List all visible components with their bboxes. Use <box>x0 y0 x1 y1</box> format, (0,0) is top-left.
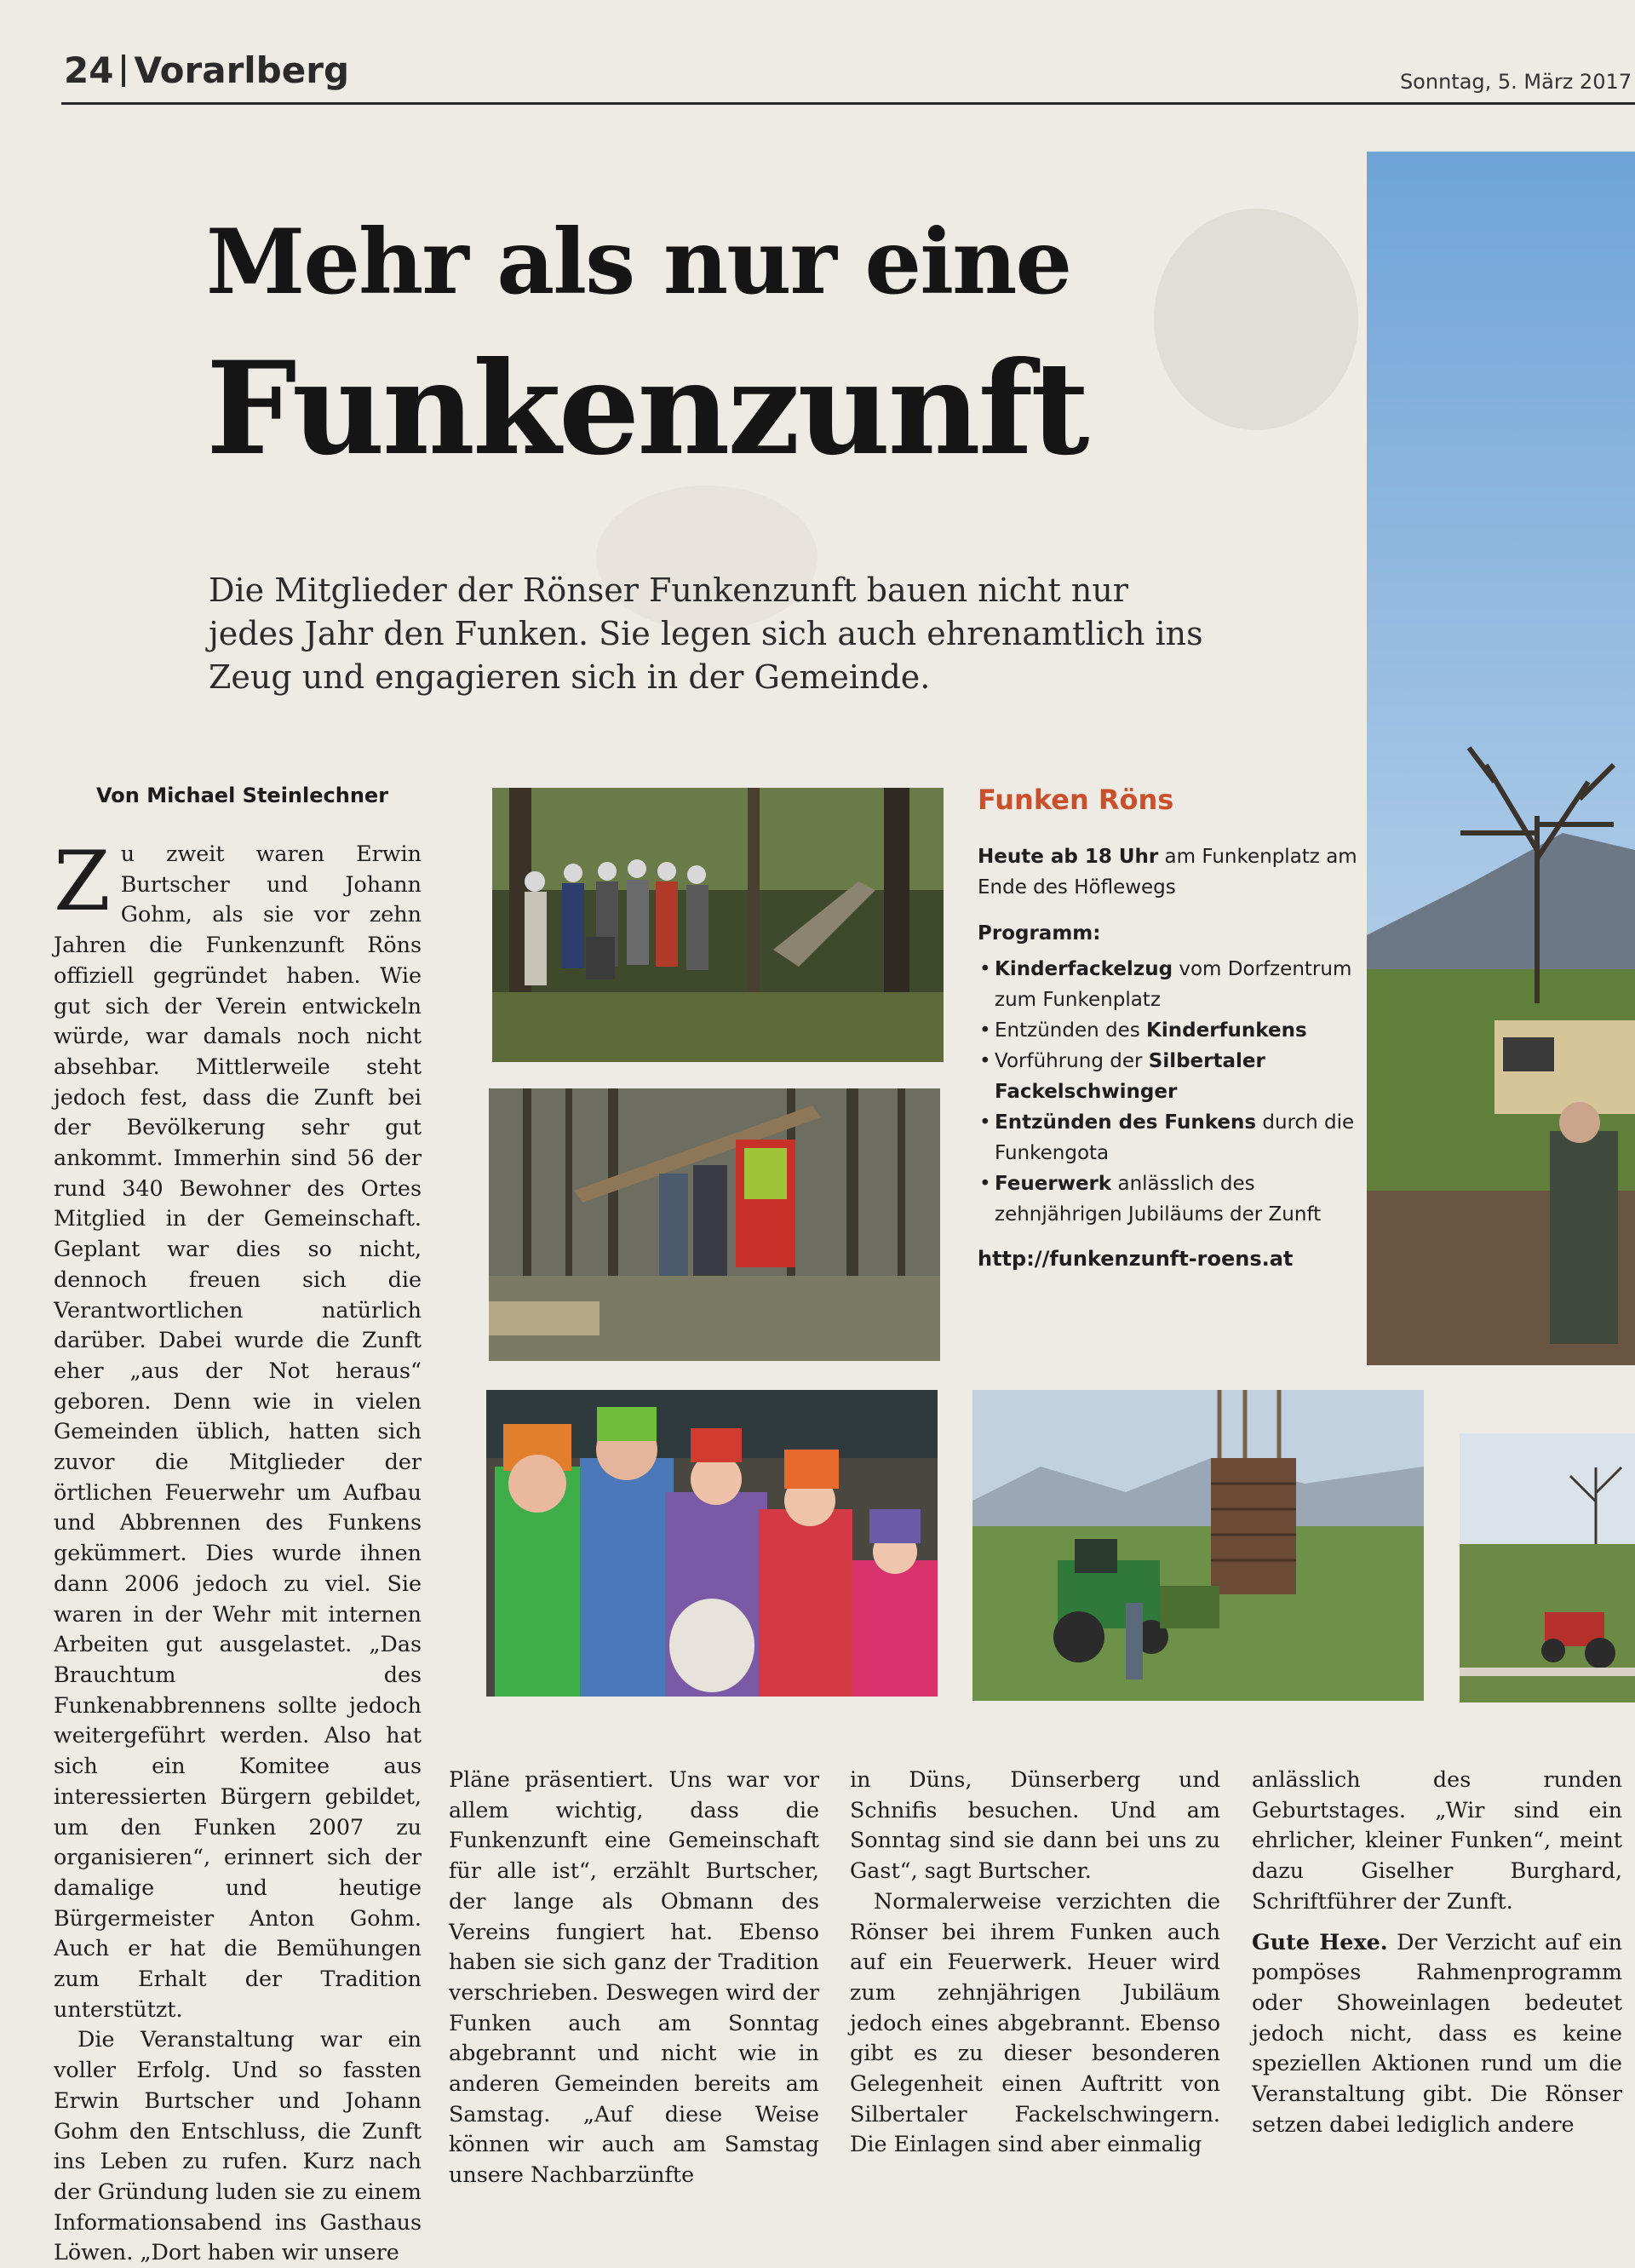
lead-paragraph: Die Mitglieder der Rönser Funkenzunft bauen nicht nur jedes Jahr den Funken. Sie legen sich auch ehrenamtlich ins Zeug und engagieren sich in der Gemeinde. <box>209 571 1203 696</box>
paragraph: in Düns, Dünserberg und Schnifis besuchen. Und am Sonntag sind sie dann bei uns zu Gast“, sagt Burtscher. <box>850 1766 1220 1884</box>
program-item-rest: anlässlich des zehnjährigen Jubiläums der Zunft <box>995 1173 1322 1226</box>
issue-date: Sonntag, 5. März 2017 <box>1399 70 1632 94</box>
page-number: 24 <box>64 49 114 91</box>
info-box <box>978 784 1361 1271</box>
header-rule <box>61 102 1635 105</box>
body-column-3 <box>850 1765 1220 2160</box>
program-item <box>978 1107 1361 1168</box>
program-item-rest: durch die Funkengota <box>995 1111 1355 1164</box>
paragraph: anlässlich des runden Geburtstages. „Wir sind ein ehrlicher, kleiner Funken“, meint dazu Giselher Burghard, Schriftführer der Zunft. <box>1252 1766 1622 1914</box>
bleed-through-left <box>56 230 414 809</box>
program-label <box>978 918 1361 949</box>
bleed-through-circle <box>1154 209 1358 430</box>
drop-cap: Z <box>54 834 111 929</box>
program-item <box>978 954 1361 1015</box>
paragraph-text: Der Verzicht auf ein pompöses Rahmenprogramm oder Showeinlagen bedeutet jedoch nicht, dass es keine speziellen Aktionen rund um die Veranstaltung gibt. Die Rönser setzen dabei lediglich andere <box>1252 1928 1622 2137</box>
photo-carrying-log <box>489 1088 940 1361</box>
paragraph: Die Veranstaltung war ein voller Erfolg. Und so fassten Erwin Burtscher und Johann Gohm den Entschluss, die Zunft ins Leben zu rufen. Kurz nach der Gründung luden sie zu einem Informationsabend ins Gasthaus Löwen. „Dort haben wir unsere <box>54 2026 422 2265</box>
headline-line-1: Mehr als nur eine <box>206 209 1071 314</box>
paragraph <box>54 834 422 2024</box>
program-item-bold: Silbertaler Fackelschwinger <box>995 1050 1265 1103</box>
info-box-title: Funken Röns <box>978 784 1174 816</box>
paragraph: Normalerweise verzichten die Rönser bei ihrem Funken auch auf ein Feuerwerk. Heuer wird zum zehnjährigen Jubiläum jedoch eines abgebrannt. Ebenso gibt es zu dieser besonderen Gelegenheit einen Auftritt von Silbertaler Fackelschwingern. Die Einlagen sind aber einmalig <box>850 1887 1220 2157</box>
program-item-rest: vom Dorfzentrum zum Funkenplatz <box>995 958 1352 1011</box>
program-item-pre: Entzünden des <box>995 1019 1147 1042</box>
subhead-kicker: Gute Hexe. <box>1252 1928 1388 1955</box>
program-item-pre: Vorführung der <box>995 1050 1149 1072</box>
photo-tractor-funken <box>972 1390 1424 1701</box>
program-item <box>978 1168 1361 1230</box>
header-separator <box>122 55 125 87</box>
paragraph <box>1252 1927 1622 2140</box>
photo-children-costumes <box>486 1390 938 1697</box>
program-item-bold: Kinderfunkens <box>1146 1019 1307 1042</box>
program-item-bold: Entzünden des Funkens <box>995 1111 1257 1134</box>
body-column-2 <box>449 1765 819 2190</box>
body-column-4 <box>1252 1765 1622 2139</box>
section-name: Vorarlberg <box>134 49 350 91</box>
event-time <box>978 841 1361 903</box>
byline: Von Michael Steinlechner <box>96 784 389 807</box>
program-label-text: Programm: <box>978 922 1101 945</box>
website-link[interactable]: http://funkenzunft-roens.at <box>978 1247 1294 1271</box>
program-list <box>978 954 1361 1230</box>
headline-line-2: Funkenzunft <box>206 334 1087 484</box>
paragraph: Pläne präsentiert. Uns war vor allem wichtig, dass die Funkenzunft eine Gemeinschaft für alle ist“, erzählt Burtscher, der lange als Obmann des Vereins fungiert hat. Ebenso haben sie sich ganz der Tradition verschrieben. Deswegen wird der Funken auch am Sonntag abgebrannt und nicht wie in anderen Gemeinden bereits am Samstag. „Auf diese Weise können wir auch am Samstag unsere Nachbarzünfte <box>449 1766 819 2188</box>
event-time-bold: Heute ab 18 Uhr <box>978 846 1159 868</box>
photo-group-forest <box>492 788 944 1062</box>
event-location: am Funkenplatz am Ende des Höflewegs <box>978 846 1357 899</box>
program-item <box>978 1015 1361 1046</box>
paragraph-text: u zweit waren Erwin Burtscher und Johann Gohm, als sie vor zehn Jahren die Funkenzunft Röns offiziell gegründet haben. Wie gut sich der Verein entwickeln würde, war damals noch nicht absehbar. Mittlerweile steht jedoch fest, dass die Zunft bei der Bevölkerung sehr gut ankommt. Immerhin sind 56 der rund 340 Bewohner des Ortes Mitglied in der Gemeinschaft. Geplant war dies so nicht, dennoch freuen sich die Verantwortlichen natürlich darüber. Dabei wurde die Zunft eher „aus der Not heraus“ geboren. Denn wie in vielen Gemeinden üblich, hatten sich zuvor die Mitglieder der örtlichen Feuerwehr um Aufbau und Abbrennen des Funkens gekümmert. Dies wurde ihnen dann 2006 jedoch zu viel. Sie waren in der Wehr mit internen Arbeiten gut ausgelastet. „Das Brauchtum des Funkenabbrennens sollte jedoch weitergeführt werden. Also hat sich ein Komitee aus interessierten Bürgern gebildet, um den Funken 2007 zu organisieren“, erinnert sich der damalige und heutige Bürgermeister Anton Gohm. Auch er hat die Bemühungen zum Erhalt der Tradition unterstützt. <box>54 841 422 2022</box>
page-header-left <box>64 49 349 91</box>
program-item-bold: Feuerwerk <box>995 1173 1112 1195</box>
program-item-bold: Kinderfackelzug <box>995 958 1173 980</box>
body-column-1 <box>54 834 422 2268</box>
photo-landscape-tree <box>1367 152 1635 1365</box>
program-item <box>978 1046 1361 1107</box>
photo-small-tractor <box>1460 1433 1635 1702</box>
